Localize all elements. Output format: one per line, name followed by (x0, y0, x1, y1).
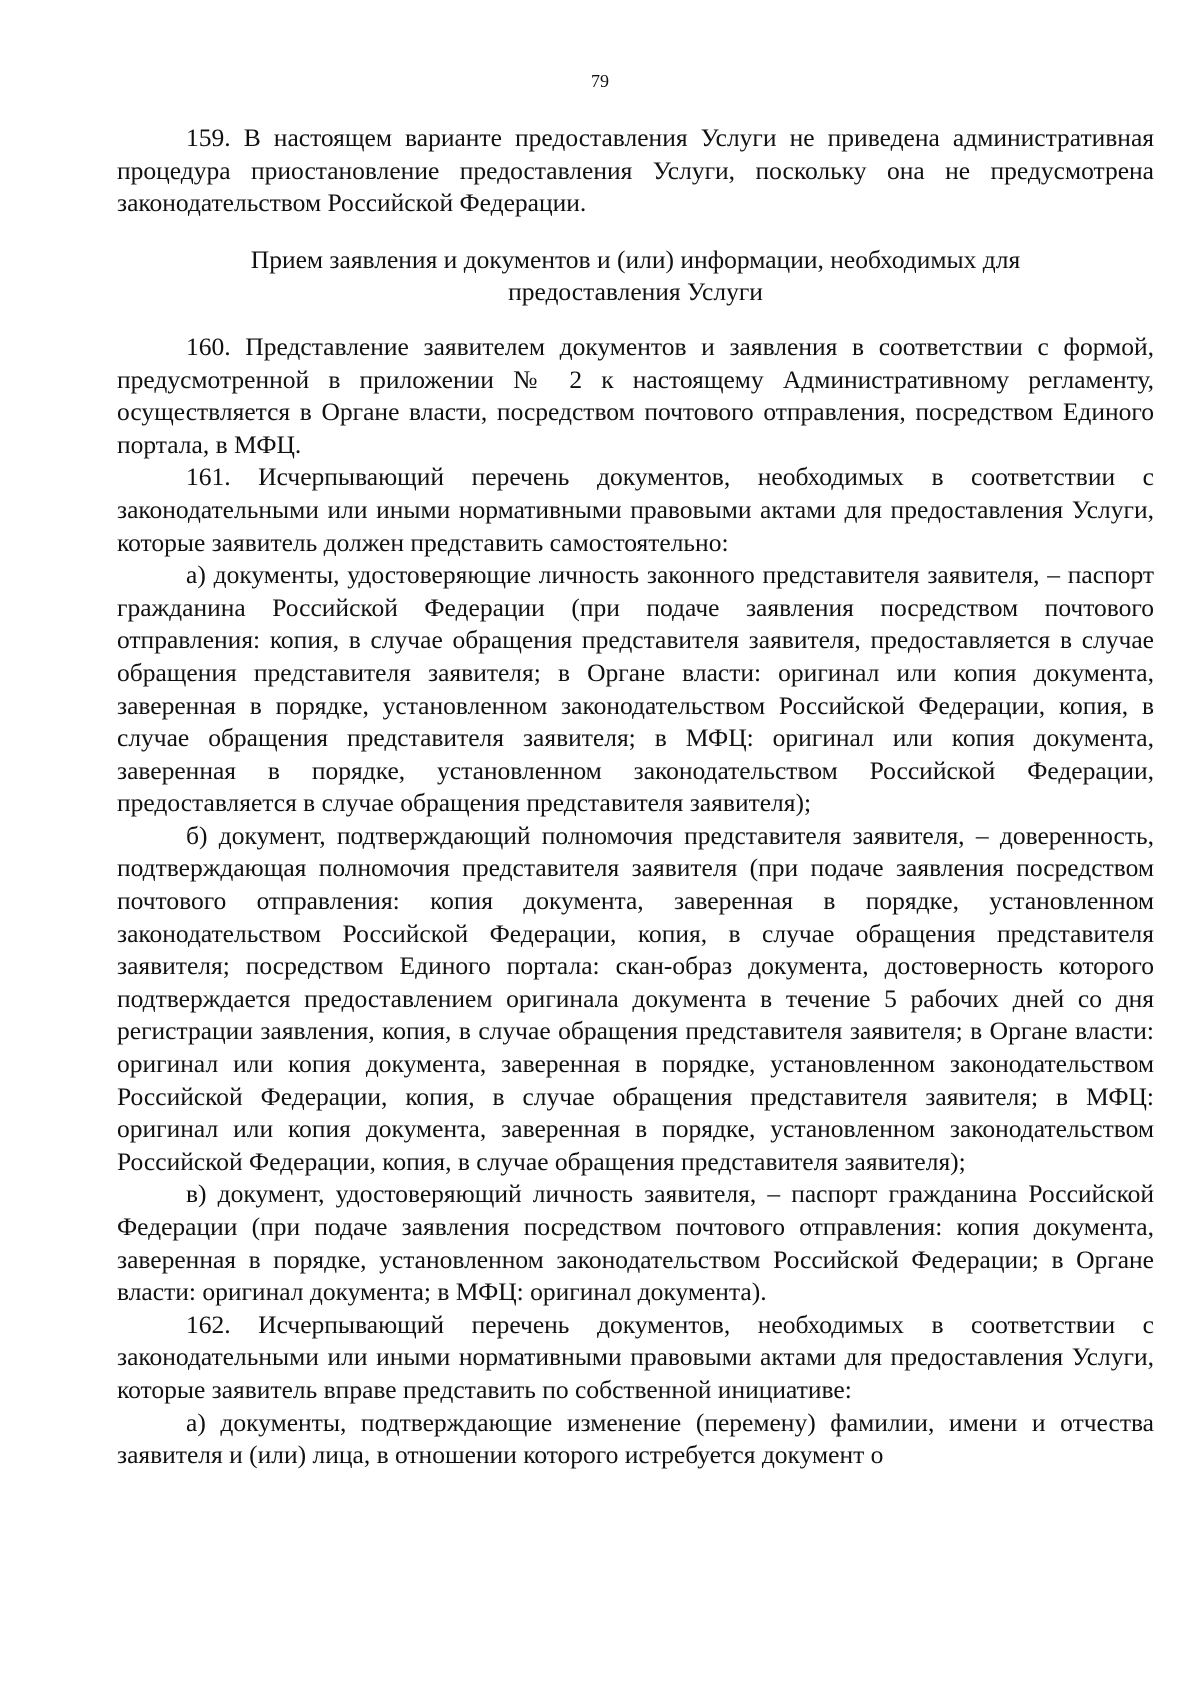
document-body (117, 122, 1154, 1472)
paragraph-161-a: а) документы, удостоверяющие личность законного представителя заявителя, – паспорт гражданина Российской Федерации (при подаче заявления посредством почтового отправления: копия, в случае обращения представителя заявителя, предоставляется в случае обращения представителя заявителя; в Органе власти: оригинал или копия документа, заверенная в порядке, установленном законодательством Российской Федерации, копия, в случае обращения представителя заявителя; в МФЦ: оригинал или копия документа, заверенная в порядке, установленном законодательством Российской Федерации, предоставляется в случае обращения представителя заявителя); (117, 560, 1154, 818)
page-number: 79 (591, 71, 609, 91)
section-heading-line-1: Прием заявления и документов и (или) информации, необходимых для (250, 244, 1021, 274)
paragraph-160: 160. Представление заявителем документов и заявления в соответствии с формой, предусмотренной в приложении № 2 к настоящему Административному регламенту, осуществляется в Органе власти, посредством почтового отправления, посредством Единого портала, в МФЦ. (117, 331, 1154, 459)
paragraph-159: 159. В настоящем варианте предоставления Услуги не приведена административная процедура приостановление предоставления Услуги, поскольку она не предусмотрена законодательством Российской Федерации. (117, 123, 1154, 218)
paragraph-161: 161. Исчерпывающий перечень документов, необходимых в соответствии с законодательными или иными нормативными правовыми актами для предоставления Услуги, которые заявитель должен представить самостоятельно: (117, 462, 1154, 557)
section-heading (117, 244, 1154, 309)
paragraph-162-a: а) документы, подтверждающие изменение (перемену) фамилии, имени и отчества заявителя и (или) лица, в отношении которого истребуется документ о (117, 1407, 1154, 1470)
paragraph-161-b: б) документ, подтверждающий полномочия представителя заявителя, – доверенность, подтверждающая полномочия представителя заявителя (при подаче заявления посредством почтового отправления: копия документа, заверенная в порядке, установленном законодательством Российской Федерации, копия, в случае обращения представителя заявителя; посредством Единого портала: скан-образ документа, достоверность которого подтверждается предоставлением оригинала документа в течение 5 рабочих дней со дня регистрации заявления, копия, в случае обращения представителя заявителя; в Органе власти: оригинал или копия документа, заверенная в порядке, установленном законодательством Российской Федерации, копия, в случае обращения представителя заявителя; в МФЦ: оригинал или копия документа, заверенная в порядке, установленном законодательством Российской Федерации, копия, в случае обращения представителя заявителя); (117, 820, 1154, 1176)
paragraph-161-v: в) документ, удостоверяющий личность заявителя, – паспорт гражданина Российской Федерации (при подаче заявления посредством почтового отправления: копия документа, заверенная в порядке, установленном законодательством Российской Федерации; в Органе власти: оригинал документа; в МФЦ: оригинал документа). (117, 1179, 1154, 1307)
paragraph-162: 162. Исчерпывающий перечень документов, необходимых в соответствии с законодательными или иными нормативными правовыми актами для предоставления Услуги, которые заявитель вправе представить по собственной инициативе: (117, 1309, 1154, 1404)
section-heading-line-2: предоставления Услуги (508, 277, 763, 307)
